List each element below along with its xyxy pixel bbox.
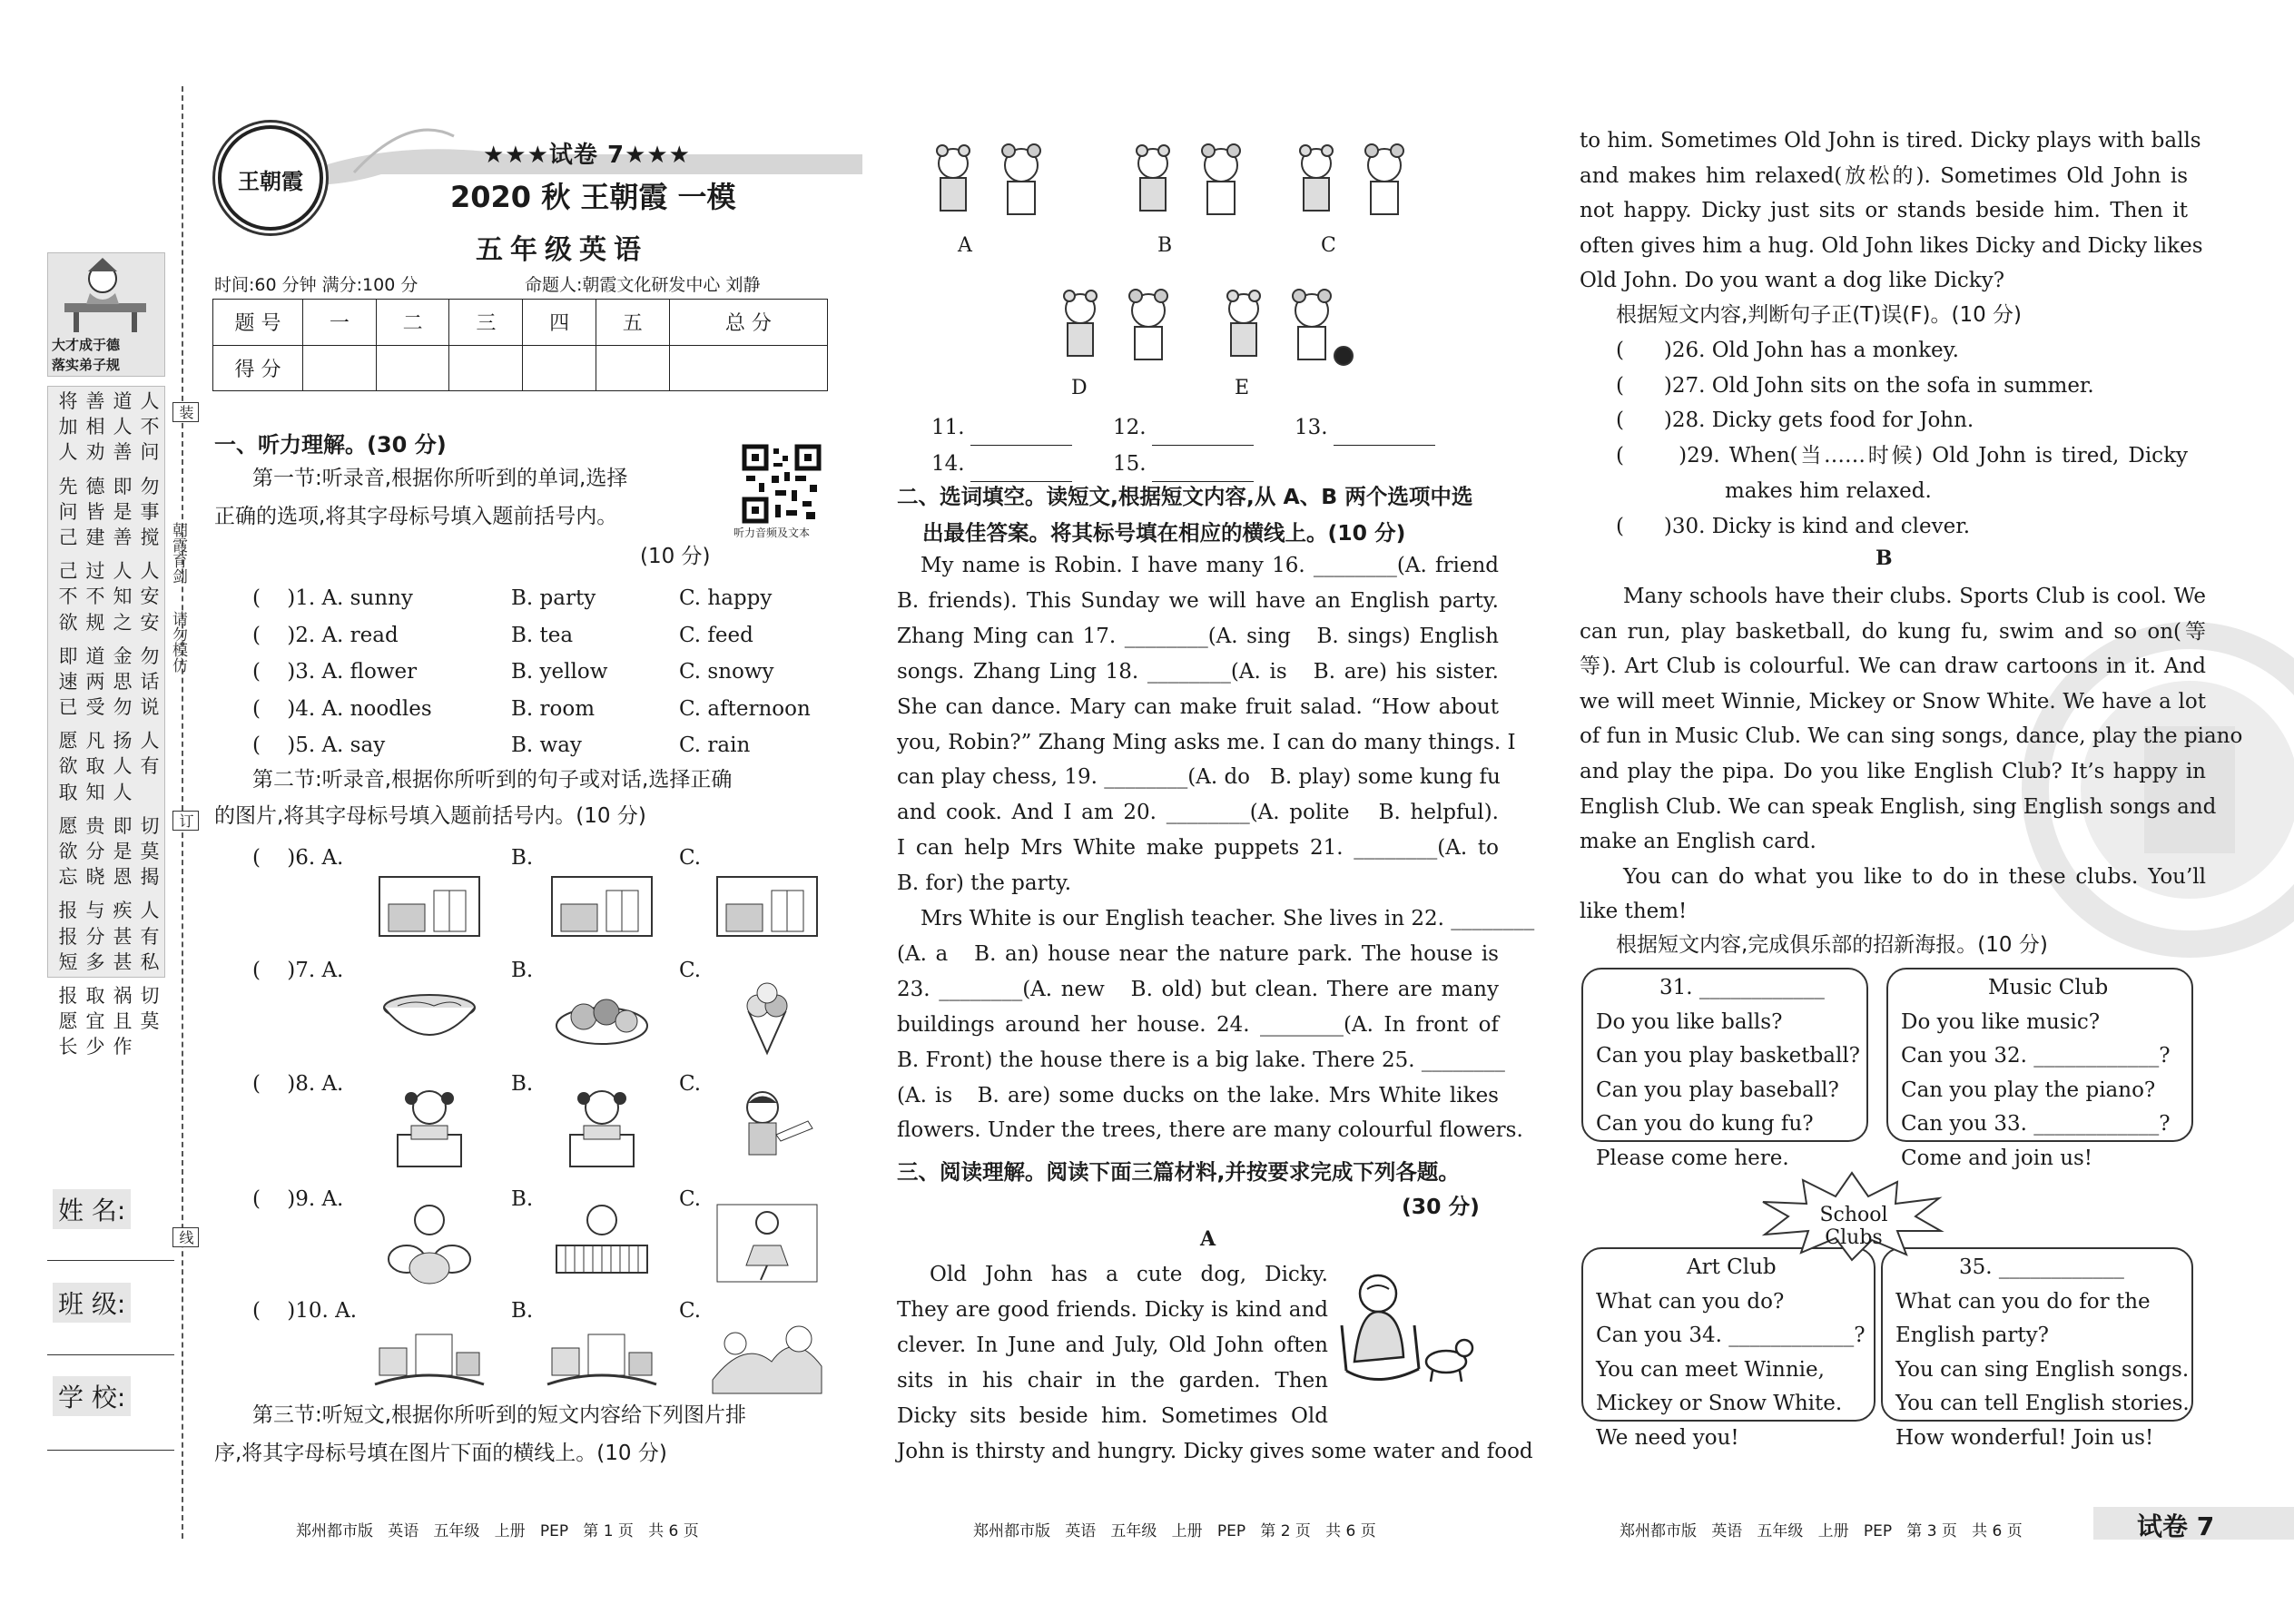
- part-2-intro-line-1: 第二节:听录音,根据你所听到的句子或对话,选择正确: [252, 768, 733, 792]
- slogan-char: 不: [140, 416, 160, 438]
- qr-code-icon[interactable]: [743, 445, 821, 523]
- slogan-char: 愿: [58, 730, 78, 753]
- passage-b-line: like them!: [1580, 900, 1688, 924]
- class-field-label: 班 级:: [53, 1283, 131, 1323]
- english-club-box: [1881, 1247, 2193, 1450]
- slogan-char: 善: [85, 390, 105, 412]
- question-9-option-b[interactable]: B.: [511, 1187, 534, 1211]
- tf-question-29[interactable]: ( )29. When(当……时候) Old John is tired, Dicky: [1616, 444, 2188, 468]
- motto-bottom: 落实弟子规: [52, 357, 121, 373]
- passage-a-line: They are good friends. Dicky is kind and: [897, 1297, 1328, 1322]
- passage-b-line: English Club. We can speak English, sing English songs and: [1580, 794, 2217, 819]
- slogan-char: 即: [113, 814, 133, 837]
- passage-line: Mrs White is our English teacher. She lives in 22. ________: [921, 907, 1535, 930]
- answer-blank-14[interactable]: [931, 447, 1072, 482]
- score-cell[interactable]: [376, 345, 449, 391]
- art-club-box-line: We need you!: [1596, 1425, 1739, 1450]
- score-table: [212, 299, 828, 391]
- picture-e: [1207, 272, 1362, 372]
- picture-label-b: B: [1157, 234, 1173, 257]
- question-1-option-c[interactable]: C. happy: [679, 586, 773, 610]
- score-header-cell: 总 分: [669, 300, 827, 346]
- question-7-picture-a: [370, 971, 488, 1058]
- slogan-char: 忘: [58, 866, 78, 889]
- slogan-char: 加: [58, 416, 78, 438]
- passage-line: I can help Mrs White make puppets 21. ________(A. to: [897, 836, 1499, 861]
- tf-question-26[interactable]: ( )26. Old John has a monkey.: [1616, 339, 1959, 362]
- slogan-char: 且: [113, 1010, 133, 1033]
- slogan-char: 宜: [85, 1010, 105, 1033]
- exam-author: 命题人:朝霞文化研发中心 刘静: [525, 275, 761, 295]
- slogan-char: 安: [140, 611, 160, 634]
- section-3-points: (30 分): [1402, 1194, 1480, 1219]
- passage-b-line: and play the pipa. Do you like English Club? It’s happy in: [1580, 760, 2206, 783]
- picture-label-c: C: [1321, 234, 1336, 257]
- slogan-char: 人: [113, 755, 133, 778]
- question-9-option-c[interactable]: C.: [679, 1187, 702, 1211]
- picture-c: [1280, 127, 1434, 227]
- question-5-option-c[interactable]: C. rain: [679, 733, 751, 757]
- slogan-char: 扬: [113, 730, 133, 753]
- slogan-char: 分: [85, 925, 105, 948]
- sports-club-box: [1581, 968, 1868, 1170]
- answer-blank-line[interactable]: [970, 421, 1072, 446]
- answer-blank-11[interactable]: [931, 410, 1072, 446]
- score-cell[interactable]: [303, 345, 377, 391]
- english-club-box-line: How wonderful! Join us!: [1895, 1425, 2154, 1450]
- art-club-box-line: You can meet Winnie,: [1596, 1357, 1825, 1382]
- art-club-box-line: What can you do?: [1596, 1289, 1785, 1314]
- slogan-char: 已: [58, 696, 78, 719]
- slogan-char: 恩: [113, 866, 133, 889]
- score-header-cell: 题 号: [213, 300, 303, 346]
- english-club-box-line: You can sing English songs.: [1895, 1357, 2190, 1382]
- slogan-char: 欲: [58, 611, 78, 634]
- page-1-footer: 郑州都市版 英语 五年级 上册 PEP 第 1 页 共 6 页: [296, 1522, 699, 1540]
- slogan-char: 多: [85, 950, 105, 973]
- part-3-intro-line-1: 第三节:听短文,根据你所听到的短文内容给下列图片排: [252, 1403, 747, 1427]
- section-3-title: 三、阅读理解。阅读下面三篇材料,并按要求完成下列各题。: [897, 1159, 1460, 1185]
- tf-instruction: 根据短文内容,判断句子正(T)误(F)。(10 分): [1616, 303, 2023, 327]
- page-1: [0, 0, 853, 1624]
- question-8-option-a[interactable]: ( )8. A.: [252, 1072, 344, 1096]
- slogan-char: 取: [58, 781, 78, 803]
- slogan-char: 两: [85, 670, 105, 693]
- passage-b-line: 等). Art Club is colourful. We can draw cartoons in it. And: [1580, 655, 2206, 679]
- passage-b-line: we will meet Winnie, Mickey or Snow White. We have a lot: [1580, 689, 2206, 714]
- slogan-char: 己: [58, 560, 78, 583]
- slogan-char: 安: [140, 586, 160, 608]
- paper-tag: 试卷 7: [2137, 1511, 2215, 1541]
- question-7-picture-b: [543, 971, 661, 1058]
- passage-a-line: Old John has a cute dog, Dicky.: [930, 1263, 1328, 1286]
- slogan-char: 是: [113, 841, 133, 862]
- passage-a-line: John is thirsty and hungry. Dicky gives some water and food: [897, 1439, 1533, 1463]
- english-club-box-line: What can you do for the: [1895, 1289, 2151, 1314]
- slogan-char: 善: [113, 526, 133, 548]
- part-2-intro-line-2: 的图片,将其字母标号填入题前括号内。(10 分): [214, 804, 646, 828]
- slogan-char: 过: [85, 560, 105, 583]
- answer-blank-12[interactable]: [1113, 410, 1254, 446]
- music-club-box-line: Music Club: [1988, 976, 2109, 999]
- part-1-points: (10 分): [640, 545, 711, 568]
- question-3-option-b[interactable]: B. yellow: [511, 660, 608, 684]
- poster-center-label: School Clubs: [1819, 1204, 1888, 1249]
- mark-middle: 订: [172, 811, 199, 831]
- slogan-char: 有: [140, 755, 160, 778]
- question-9-picture-b: [543, 1200, 661, 1286]
- mark-top: 装: [172, 402, 199, 422]
- slogan-char: 短: [58, 950, 78, 973]
- tf-question-28[interactable]: ( )28. Dicky gets food for John.: [1616, 408, 1974, 433]
- slogan-char: 欲: [58, 755, 78, 778]
- slogan-char: 莫: [140, 841, 160, 862]
- poster-instruction: 根据短文内容,完成俱乐部的招新海报。(10 分): [1616, 933, 2048, 957]
- question-6-option-c[interactable]: C.: [679, 846, 702, 870]
- passage-line: B. for) the party.: [897, 871, 1072, 896]
- slogan-char: 愿: [58, 1010, 78, 1033]
- slogan-char: 切: [140, 814, 160, 837]
- slogan-char: 人: [140, 390, 160, 412]
- picture-label-e: E: [1235, 377, 1250, 399]
- slogan-char: 德: [85, 475, 105, 497]
- passage-line: can play chess, 19. ________(A. do B. play) some kung fu: [897, 765, 1501, 790]
- slogan-char: 搅: [140, 526, 160, 548]
- slogan-char: 事: [140, 500, 160, 523]
- slogan-char: 劝: [85, 441, 105, 464]
- passage-a-line: clever. In June and July, Old John often: [897, 1333, 1328, 1357]
- passage-line: 23. ________(A. new B. old) but clean. There are many: [897, 977, 1499, 1001]
- exam-badge: ★★★试卷 7★★★: [483, 142, 691, 169]
- answer-blank-line[interactable]: [1152, 421, 1254, 446]
- passage-b-line: make an English card.: [1580, 830, 1816, 854]
- answer-blank-13[interactable]: [1295, 410, 1435, 446]
- name-field-label: 姓 名:: [53, 1189, 131, 1229]
- art-club-box: [1581, 1247, 1876, 1450]
- slogan-char: 作: [113, 1036, 133, 1058]
- passage-line: songs. Zhang Ling 18. ________(A. is B. are) his sister.: [897, 659, 1499, 684]
- question-7-option-c[interactable]: C.: [679, 959, 702, 982]
- question-9-option-a[interactable]: ( )9. A.: [252, 1187, 344, 1211]
- score-cell[interactable]: [669, 345, 827, 391]
- question-6-picture-b: [543, 859, 661, 945]
- brand-logo-text: 王朝霞: [238, 168, 303, 194]
- mark-bottom: 线: [172, 1227, 199, 1247]
- slogan-char: 勿: [113, 696, 133, 719]
- question-6-picture-c: [708, 859, 826, 945]
- slogan-char: 金: [113, 645, 133, 667]
- passage-a-continued-line: Old John. Do you want a dog like Dicky?: [1580, 269, 2005, 293]
- passage-line: B. friends). This Sunday we will have an English party.: [897, 588, 1499, 613]
- slogan-char: 人: [113, 781, 133, 803]
- question-10-picture-b: [543, 1312, 661, 1398]
- slogan-char: 知: [85, 781, 105, 803]
- passage-a-label: A: [1200, 1227, 1216, 1251]
- sports-club-box-line: Can you play baseball?: [1596, 1078, 1839, 1102]
- school-field-label: 学 校:: [53, 1376, 131, 1416]
- question-9-picture-c: [708, 1200, 826, 1286]
- passage-line: flowers. Under the trees, there are many colourful flowers.: [897, 1118, 1523, 1143]
- slogan-char: 受: [85, 696, 105, 719]
- slogan-char: 人: [58, 441, 78, 464]
- question-8-option-b[interactable]: B.: [511, 1072, 534, 1096]
- slogan-char: 相: [85, 416, 105, 438]
- slogan-char: 切: [140, 984, 160, 1007]
- section-2-title-line-2: 出最佳答案。将其标号填在相应的横线上。(10 分): [922, 520, 1406, 546]
- slogan-char: 速: [58, 670, 78, 693]
- question-7-option-a[interactable]: ( )7. A.: [252, 959, 344, 982]
- passage-a-continued-line: to him. Sometimes Old John is tired. Dicky plays with balls: [1580, 129, 2201, 153]
- picture-label-a: A: [958, 234, 972, 257]
- question-8-option-c[interactable]: C.: [679, 1072, 702, 1096]
- score-header-cell: 二: [376, 300, 449, 346]
- english-club-box-line: You can tell English stories.: [1895, 1392, 2190, 1415]
- music-club-box: [1886, 968, 2193, 1170]
- question-4-option-b[interactable]: B. room: [511, 696, 596, 721]
- slogan-char: 将: [58, 390, 78, 412]
- sports-club-box-line: Can you do kung fu?: [1596, 1112, 1814, 1136]
- question-8-picture-c: [708, 1085, 826, 1171]
- slogan-char: 凡: [85, 730, 105, 753]
- passage-b-line: of fun in Music Club. We can sing songs, dance, play the piano: [1580, 724, 2243, 749]
- section-1-title: 一、听力理解。(30 分): [214, 432, 447, 458]
- slogan-char: 与: [85, 900, 105, 922]
- passage-line: (A. is B. are) some ducks on the lake. Mrs White likes: [897, 1083, 1499, 1107]
- score-header-cell: 三: [449, 300, 523, 346]
- passage-line: B. Front) the house there is a big lake. There 25. ________: [897, 1048, 1505, 1072]
- slogan-char: 报: [58, 984, 78, 1007]
- answer-blank-15[interactable]: [1113, 447, 1254, 482]
- page-3-footer: 郑州都市版 英语 五年级 上册 PEP 第 3 页 共 6 页: [1620, 1522, 2023, 1540]
- art-club-box-line: Mickey or Snow White.: [1596, 1392, 1843, 1415]
- passage-b-line: You can do what you like to do in these clubs. You’ll: [1623, 864, 2206, 889]
- dotted-label-1: 朝霞育剑: [169, 522, 187, 584]
- picture-d: [1044, 272, 1198, 372]
- sports-club-box-line: Do you like balls?: [1596, 1009, 1783, 1034]
- question-4-option-a[interactable]: ( )4. A. noodles: [252, 696, 432, 721]
- slogan-char: 揭: [140, 866, 160, 889]
- slogan-char: 贵: [85, 814, 105, 837]
- slogan-char: 私: [140, 950, 160, 973]
- slogan-char: 人: [140, 900, 160, 922]
- passage-a-continued-line: often gives him a hug. Old John likes Dicky and Dicky likes: [1580, 233, 2203, 258]
- slogan-char: 人: [113, 560, 133, 583]
- slogan-char: 勿: [140, 645, 160, 667]
- slogan-char: 人: [140, 560, 160, 583]
- slogan-char: 人: [113, 416, 133, 438]
- passage-b-line: Many schools have their clubs. Sports Club is cool. We: [1623, 585, 2206, 608]
- dotted-label-2: 请勿模仿: [169, 611, 187, 673]
- passage-line: Zhang Ming can 17. ________(A. sing B. sings) English: [897, 624, 1499, 648]
- passage-line: My name is Robin. I have many 16. ________(A. friend: [921, 554, 1499, 577]
- picture-label-d: D: [1071, 377, 1088, 399]
- part-1-intro-line-1: 第一节:听录音,根据你所听到的单词,选择: [252, 467, 628, 490]
- part-3-intro-line-2: 序,将其字母标号填在图片下面的横线上。(10 分): [214, 1442, 667, 1465]
- question-2-option-a[interactable]: ( )2. A. read: [252, 623, 399, 647]
- slogan-char: 取: [85, 984, 105, 1007]
- section-2-title-line-1: 二、选词填空。读短文,根据短文内容,从 A、B 两个选项中选: [897, 484, 1473, 509]
- score-row-label: 得 分: [213, 345, 303, 391]
- slogan-char: 问: [140, 441, 160, 464]
- question-3-option-c[interactable]: C. snowy: [679, 660, 774, 684]
- qr-caption: 听力音频及文本: [733, 527, 811, 539]
- slogan-char: 话: [140, 670, 160, 693]
- question-8-picture-a: [370, 1085, 488, 1171]
- slogan-char: 皆: [85, 500, 105, 523]
- question-5-option-b[interactable]: B. way: [511, 733, 582, 757]
- art-club-box-line[interactable]: Can you 34. ____________?: [1596, 1324, 1866, 1347]
- passage-b-line: can run, play basketball, do kung fu, swim and so on(等: [1580, 619, 2206, 644]
- question-8-picture-b: [543, 1085, 661, 1171]
- question-5-option-a[interactable]: ( )5. A. say: [252, 733, 386, 757]
- question-6-option-a[interactable]: ( )6. A.: [252, 846, 344, 870]
- slogan-char: 道: [85, 645, 105, 667]
- question-7-option-b[interactable]: B.: [511, 959, 534, 982]
- passage-a-continued-line: not happy. Dicky just sits or stands beside him. Then it: [1580, 199, 2188, 223]
- slogan-char: 少: [85, 1036, 105, 1058]
- question-10-picture-c: [708, 1312, 826, 1398]
- slogan-char: 甚: [113, 950, 133, 973]
- slogan-char: 有: [140, 925, 160, 948]
- page-3: [1561, 0, 2294, 1624]
- question-1-option-b[interactable]: B. party: [511, 586, 596, 610]
- slogan-char: 分: [85, 841, 105, 862]
- exam-title: 2020 秋 王朝霞 一模: [450, 180, 736, 214]
- slogan-char: 知: [113, 586, 133, 608]
- slogan-char: 欲: [58, 841, 78, 862]
- slogan-char: 人: [140, 730, 160, 753]
- subject-title: 五年级英语: [476, 234, 648, 266]
- answer-blank-number: 12.: [1113, 416, 1147, 439]
- picture-b: [1117, 127, 1271, 227]
- slogan-char: 规: [85, 611, 105, 634]
- question-2-option-c[interactable]: C. feed: [679, 623, 753, 647]
- passage-line: (A. a B. an) house near the nature park. The house is: [897, 941, 1499, 966]
- slogan-char: 勿: [140, 475, 160, 497]
- slogan-char: 不: [85, 586, 105, 608]
- slogan-char: 莫: [140, 1010, 160, 1033]
- old-man-with-dog-illustration: [1333, 1262, 1478, 1398]
- brand-logo: [218, 125, 323, 231]
- question-6-option-b[interactable]: B.: [511, 846, 534, 870]
- slogan-char: 取: [85, 755, 105, 778]
- slogan-char: 思: [113, 670, 133, 693]
- passage-a-continued-line: and makes him relaxed(放松的). Sometimes Old John is: [1580, 163, 2188, 188]
- score-header-cell: 五: [596, 300, 669, 346]
- slogan-char: 愿: [58, 814, 78, 837]
- answer-blank-number: 11.: [931, 416, 965, 439]
- page-2-footer: 郑州都市版 英语 五年级 上册 PEP 第 2 页 共 6 页: [973, 1522, 1376, 1540]
- passage-b-label: B: [1876, 546, 1893, 570]
- answer-blank-line[interactable]: [970, 458, 1072, 482]
- passage-line: and cook. And I am 20. ________(A. polite B. helpful).: [897, 801, 1499, 825]
- answer-blank-number: 13.: [1295, 416, 1328, 439]
- music-club-box-line[interactable]: Can you 33. ____________?: [1901, 1112, 2171, 1136]
- tf-question-29-continued: makes him relaxed.: [1725, 478, 1932, 503]
- tf-question-27[interactable]: ( )27. Old John sits on the sofa in summer.: [1616, 373, 2094, 398]
- slogan-char: 建: [85, 526, 105, 548]
- question-10-option-c[interactable]: C.: [679, 1299, 702, 1323]
- slogan-char: 祸: [113, 984, 133, 1007]
- passage-a-line: sits in his chair in the garden. Then: [897, 1368, 1328, 1393]
- music-club-box-line: Do you like music?: [1901, 1009, 2101, 1034]
- passage-line: buildings around her house. 24. ________(A. In front of: [897, 1012, 1499, 1037]
- score-cell[interactable]: [449, 345, 523, 391]
- slogan-char: 即: [58, 645, 78, 667]
- music-club-box-line: Can you play the piano?: [1901, 1078, 2156, 1102]
- sports-club-box-line: Can you play basketball?: [1596, 1044, 1861, 1068]
- exam-meta: 时间:60 分钟 满分:100 分: [214, 275, 418, 295]
- sports-club-box-line[interactable]: 31. ____________: [1659, 976, 1825, 999]
- slogan-char: 是: [113, 500, 133, 523]
- score-header-cell: 一: [303, 300, 377, 346]
- score-header-cell: 四: [523, 300, 596, 346]
- music-club-box-line: Come and join us!: [1901, 1146, 2093, 1170]
- answer-blank-number: 15.: [1113, 452, 1147, 476]
- question-1-option-a[interactable]: ( )1. A. sunny: [252, 586, 413, 610]
- score-cell[interactable]: [523, 345, 596, 391]
- slogan-char: 疾: [113, 900, 133, 922]
- picture-a: [917, 127, 1071, 227]
- slogan-char: 道: [113, 390, 133, 412]
- slogan-char: 己: [58, 526, 78, 548]
- slogan-char: 即: [113, 475, 133, 497]
- question-6-picture-a: [370, 859, 488, 945]
- english-club-box-line: English party?: [1895, 1324, 2049, 1347]
- question-10-option-b[interactable]: B.: [511, 1299, 534, 1323]
- question-10-option-a[interactable]: ( )10. A.: [252, 1299, 357, 1323]
- question-3-option-a[interactable]: ( )3. A. flower: [252, 660, 418, 684]
- slogan-char: 说: [140, 696, 160, 719]
- english-club-box-line[interactable]: 35. ____________: [1959, 1255, 2124, 1279]
- slogan-char: 长: [58, 1036, 78, 1058]
- sports-club-box-line: Please come here.: [1596, 1146, 1789, 1170]
- slogan-char: 报: [58, 900, 78, 922]
- page-2: [871, 0, 1535, 1624]
- music-club-box-line[interactable]: Can you 32. ____________?: [1901, 1044, 2171, 1068]
- motto-top: 大才成于德: [52, 337, 121, 353]
- slogan-char: 甚: [113, 925, 133, 948]
- art-club-box-line: Art Club: [1687, 1255, 1777, 1279]
- question-2-option-b[interactable]: B. tea: [511, 623, 574, 647]
- score-cell[interactable]: [596, 345, 669, 391]
- passage-line: you, Robin?” Zhang Ming asks me. I can do many things. I: [897, 730, 1516, 754]
- slogan-char: 之: [113, 611, 133, 634]
- passage-a-line: Dicky sits beside him. Sometimes Old: [897, 1403, 1328, 1428]
- question-10-picture-a: [370, 1312, 488, 1398]
- answer-blank-number: 14.: [931, 452, 965, 476]
- question-4-option-c[interactable]: C. afternoon: [679, 696, 811, 721]
- slogan-char: 先: [58, 475, 78, 497]
- slogan-char: 问: [58, 500, 78, 523]
- tf-question-30[interactable]: ( )30. Dicky is kind and clever.: [1616, 514, 1971, 538]
- slogan-char: 晓: [85, 866, 105, 889]
- question-7-picture-c: [708, 971, 826, 1058]
- part-1-intro-line-2: 正确的选项,将其字母标号填入题前括号内。: [214, 505, 618, 528]
- question-9-picture-a: [370, 1200, 488, 1286]
- passage-line: She can dance. Mary can make fruit salad. “How about: [897, 694, 1499, 719]
- answer-blank-line[interactable]: [1152, 458, 1254, 482]
- answer-blank-line[interactable]: [1334, 421, 1435, 446]
- slogan-char: 报: [58, 925, 78, 948]
- slogan-char: 善: [113, 441, 133, 464]
- slogan-char: 不: [58, 586, 78, 608]
